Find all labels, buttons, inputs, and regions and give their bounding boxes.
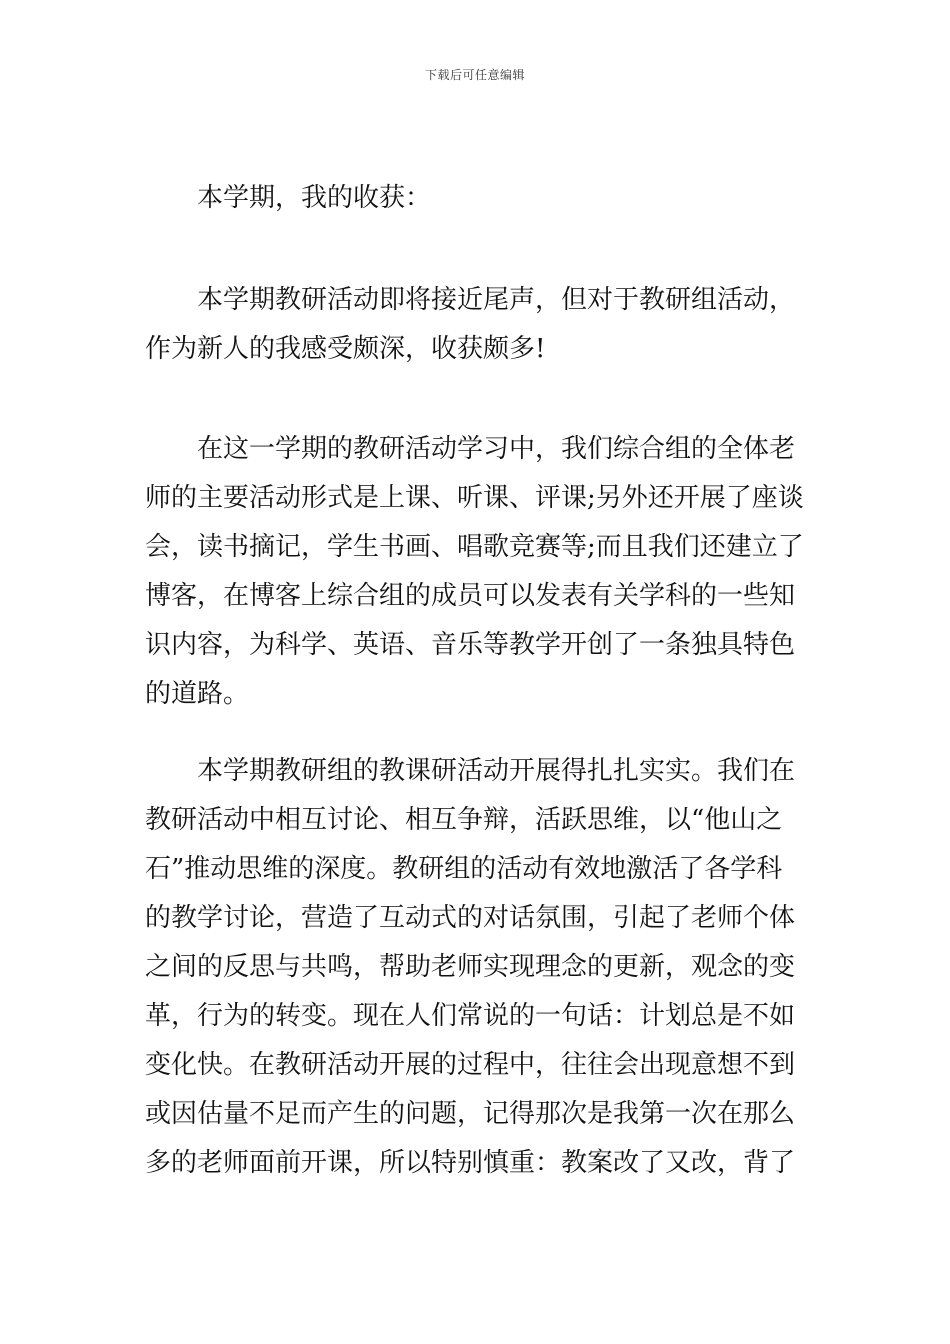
paragraph-heading: 本学期，我的收获： [197,183,432,213]
paragraph: 在这一学期的教研活动学习中，我们综合组的全体老 师的主要活动形式是上课、听课、评课;另外还开展了座谈 会，读书摘记，学生书画、唱歌竞赛等;而且我们还建立了 博客，在博客上综合组的成员可以发表有关学科的一些知 识内容，为科学、英语、音乐等教学开创了一条独具特色 的道路。 [145,434,804,709]
header-note: 下载后可任意编辑 [424,68,525,82]
paragraph: 本学期教研组的教课研活动开展得扎扎实实。我们在 教研活动中相互讨论、相互争辩，活跃思维，以“他山之 石”推动思维的深度。教研组的活动有效地激活了各学科 的教学讨论，营造了互动式的对话氛围，引起了老师个体 之间的反思与共鸣，帮助老师实现理念的更新，观念的变 革，行为的转变。现在人们常说的一句话：计划总是不如 变化快。在教研活动开展的过程中，往往会出现意想不到 或因估量不足而产生的问题，记得那次是我第一次在那么 多的老师面前开课，所以特别慎重：教案改了又改，背了 [145,756,796,1178]
paragraph: 本学期教研活动即将接近尾声，但对于教研组活动， 作为新人的我感受颇深，收获颇多! [145,285,796,364]
